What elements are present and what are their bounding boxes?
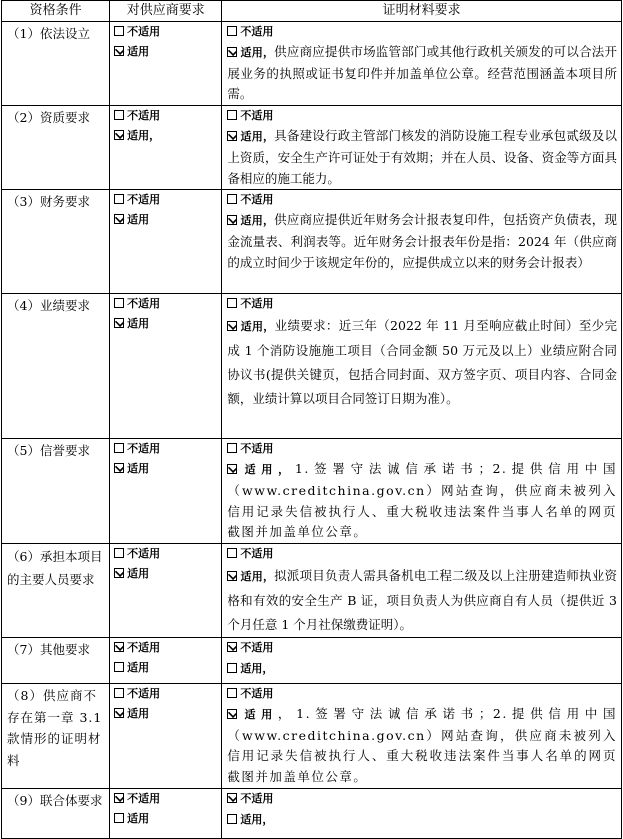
proof-option-applicable [227,42,617,105]
table-row [2,106,622,190]
option-label: 不适用 [127,687,161,701]
proof-option-applicable [227,459,617,543]
supplier-option-cell [110,22,222,106]
proof-option-applicable [227,210,617,273]
option-unchecked[interactable] [110,684,221,704]
empty-box-icon[interactable] [227,194,237,204]
option-label: 适用 [127,661,150,675]
table-row [2,439,622,544]
option-unchecked[interactable] [110,190,221,210]
option-unchecked[interactable] [110,658,221,678]
option-label: 不适用 [127,791,161,805]
proof-option-applicable [227,704,617,788]
checked-box-icon[interactable] [114,318,124,328]
empty-box-icon[interactable] [114,194,124,204]
proof-requirement-text: 具备建设行政主管部门核发的消防设施工程专业承包贰级及以上资质，安全生产许可证处于有效期；并在人员、设备、资金等方面具备相应的施工能力。 [227,128,617,186]
option-label: 不适用 [240,442,274,456]
option-label: 不适用 [240,687,274,701]
proof-requirement-cell [222,638,622,684]
empty-box-icon[interactable] [227,298,237,308]
option-checked[interactable] [110,704,221,724]
supplier-option-cell [110,638,222,684]
proof-requirement-text: ，1.签署守法诚信承诺书；2.提供信用中国（www.creditchina.gov.cn）网站查询，供应商未被列入信用记录失信被执行人、重大税收违法案件当事人名单的网页截图并加盖单位公章。 [227,706,618,785]
supplier-option-cell [110,190,222,294]
checked-box-icon[interactable] [227,131,237,141]
table-row [2,684,622,789]
proof-requirement-text: 供应商应提供市场监管部门或其他行政机关颁发的可以合法开展业务的执照或证书复印件并加盖单位公章。经营范围涵盖本项目所需。 [227,44,617,102]
header-row [2,1,622,22]
proof-requirement-text: 拟派项目负责人需具备机电工程二级及以上注册建造师执业资格和有效的安全生产 B 证，项目负责人为供应商自有人员（提供近 3 个月任意 1 个月社保缴费证明）。 [227,568,617,633]
option-unchecked[interactable] [110,22,221,42]
empty-box-icon[interactable] [227,110,237,120]
proof-option-applicable [227,564,617,637]
option-label: 不适用 [127,641,161,655]
checked-box-icon[interactable] [114,463,124,473]
proof-option-not-applicable[interactable] [227,190,617,210]
proof-option-not-applicable[interactable] [227,22,617,42]
proof-requirement-text: 1.签署守法诚信承诺书；2.提供信用中国（www.creditchina.gov.cn）网站查询，供应商未被列入信用记录失信被执行人、重大税收违法案件当事人名单的网页截图并加盖单位公章。 [227,461,617,540]
option-label: 适用 [127,45,150,58]
proof-requirement-text: 供应商应提供近年财务会计报表复印件，包括资产负债表，现金流量表、利润表等。近年财务会计报表年份是指：2024 年（供应商的成立时间少于该规定年份的，应提供成立以来的财务会计报表） [227,212,617,270]
supplier-option-cell [110,294,222,439]
option-label: 适用， [240,130,275,144]
empty-box-icon[interactable] [114,662,124,672]
header-supplier-requirement: 对供应商要求 [110,1,222,22]
proof-option-not-applicable[interactable] [227,106,617,126]
condition-cell: （1）依法设立 [2,22,110,106]
qualification-table [1,0,622,839]
checked-box-icon[interactable] [227,464,237,474]
empty-box-icon[interactable] [227,443,237,453]
condition-cell: （8）供应商不存在第一章 3.1 款情形的证明材料 [2,684,110,789]
proof-requirement-cell [222,22,622,106]
empty-box-icon[interactable] [114,110,124,120]
checked-box-icon[interactable] [227,642,237,652]
option-label: 适用 [127,462,150,476]
empty-box-icon[interactable] [227,688,237,698]
checked-box-icon[interactable] [227,709,237,719]
proof-option-applicable [227,126,617,189]
option-label: 不适用 [127,193,161,207]
option-label: 不适用 [240,791,274,805]
option-label: 不适用 [127,109,161,123]
option-label: 不适用 [127,297,161,311]
supplier-option-cell [110,439,222,544]
table-row [2,294,622,439]
proof-requirement-cell [222,684,622,789]
option-label: 适用， [240,662,274,676]
option-label: 不适用 [240,25,274,38]
option-label: 适用 [127,567,150,581]
option-label: 适用， [240,46,275,59]
proof-option-not-applicable[interactable] [227,294,617,314]
option-label: 不适用 [240,641,274,655]
checked-box-icon[interactable] [114,214,124,224]
option-checked[interactable] [110,459,221,479]
proof-requirement-text: 业绩要求：近三年（2022 年 11 月至响应截止时间）至少完成 1 个消防设施施工项目（合同金额 50 万元及以上）业绩应附合同协议书(提供关键页，包括合同封面、双方签字页、项目内容、合同金额，业绩计算以项目合同签订日期为准）。 [227,318,618,407]
checked-box-icon[interactable] [227,321,237,331]
option-checked[interactable] [110,789,221,809]
proof-requirement-cell [222,294,622,439]
option-label: 不适用 [127,442,161,456]
table-row [2,190,622,294]
condition-cell: （4）业绩要求 [2,294,110,439]
option-unchecked[interactable] [110,809,221,829]
option-unchecked[interactable] [110,544,221,564]
empty-box-icon[interactable] [114,688,124,698]
option-label: 不适用 [127,25,161,38]
header-proof-material: 证明材料要求 [222,1,622,22]
empty-box-icon[interactable] [227,26,237,36]
checked-box-icon[interactable] [227,215,237,225]
empty-box-icon[interactable] [227,663,237,673]
condition-cell: （6）承担本项目的主要人员要求 [2,544,110,638]
option-checked[interactable] [110,126,221,146]
option-label: 不适用 [240,109,274,123]
checked-box-icon[interactable] [114,793,124,803]
proof-option-not-applicable[interactable] [227,439,617,459]
option-checked[interactable] [110,42,221,62]
empty-box-icon[interactable] [114,548,124,558]
proof-requirement-cell [222,439,622,544]
option-label: 适用， [240,570,275,584]
proof-option-not-applicable[interactable] [227,684,617,704]
empty-box-icon[interactable] [114,443,124,453]
supplier-option-cell [110,544,222,638]
checked-box-icon[interactable] [227,793,237,803]
option-label: 不适用 [127,547,161,561]
option-unchecked[interactable] [110,294,221,314]
empty-box-icon[interactable] [227,814,237,824]
condition-cell: （7）其他要求 [2,638,110,684]
checked-box-icon[interactable] [227,571,237,581]
proof-requirement-cell [222,106,622,190]
table-row [2,544,622,638]
condition-cell: （3）财务要求 [2,190,110,294]
option-checked[interactable] [110,638,221,658]
proof-requirement-cell [222,190,622,294]
option-label: 适用， [240,214,275,228]
header-condition: 资格条件 [2,1,110,22]
option-label: 适用 [127,213,150,227]
proof-option-not-applicable[interactable] [227,789,617,809]
proof-option-applicable [227,658,617,680]
option-label: 适用 [127,317,150,331]
option-label: 适用 [240,708,278,722]
option-checked[interactable] [110,314,221,334]
option-label: 适用 [127,707,150,721]
option-label: 适用， [127,129,161,143]
option-label: 适用 [127,811,150,825]
checked-box-icon[interactable] [114,568,124,578]
option-label: 适用， [240,463,295,477]
option-checked[interactable] [110,210,221,230]
empty-box-icon[interactable] [227,548,237,558]
checked-box-icon[interactable] [114,708,124,718]
option-unchecked[interactable] [110,106,221,126]
option-checked[interactable] [110,564,221,584]
option-label: 不适用 [240,297,274,311]
option-label: 不适用 [240,547,274,561]
table-row [2,638,622,684]
supplier-option-cell [110,684,222,789]
option-label: 适用， [240,320,275,334]
option-label: 不适用 [240,193,274,207]
checked-box-icon[interactable] [114,130,124,140]
condition-cell: （2）资质要求 [2,106,110,190]
proof-option-applicable [227,314,617,411]
table-row [2,22,622,106]
checked-box-icon[interactable] [114,46,124,56]
proof-requirement-cell [222,544,622,638]
proof-option-applicable [227,809,617,831]
empty-box-icon[interactable] [114,813,124,823]
empty-box-icon[interactable] [114,26,124,36]
proof-option-not-applicable[interactable] [227,544,617,564]
condition-cell: （5）信誉要求 [2,439,110,544]
option-label: 适用， [240,812,274,826]
empty-box-icon[interactable] [114,298,124,308]
condition-cell: （9）联合体要求 [2,788,110,838]
checked-box-icon[interactable] [114,642,124,652]
supplier-option-cell [110,106,222,190]
proof-option-not-applicable[interactable] [227,638,617,658]
option-unchecked[interactable] [110,439,221,459]
checked-box-icon[interactable] [227,47,237,57]
